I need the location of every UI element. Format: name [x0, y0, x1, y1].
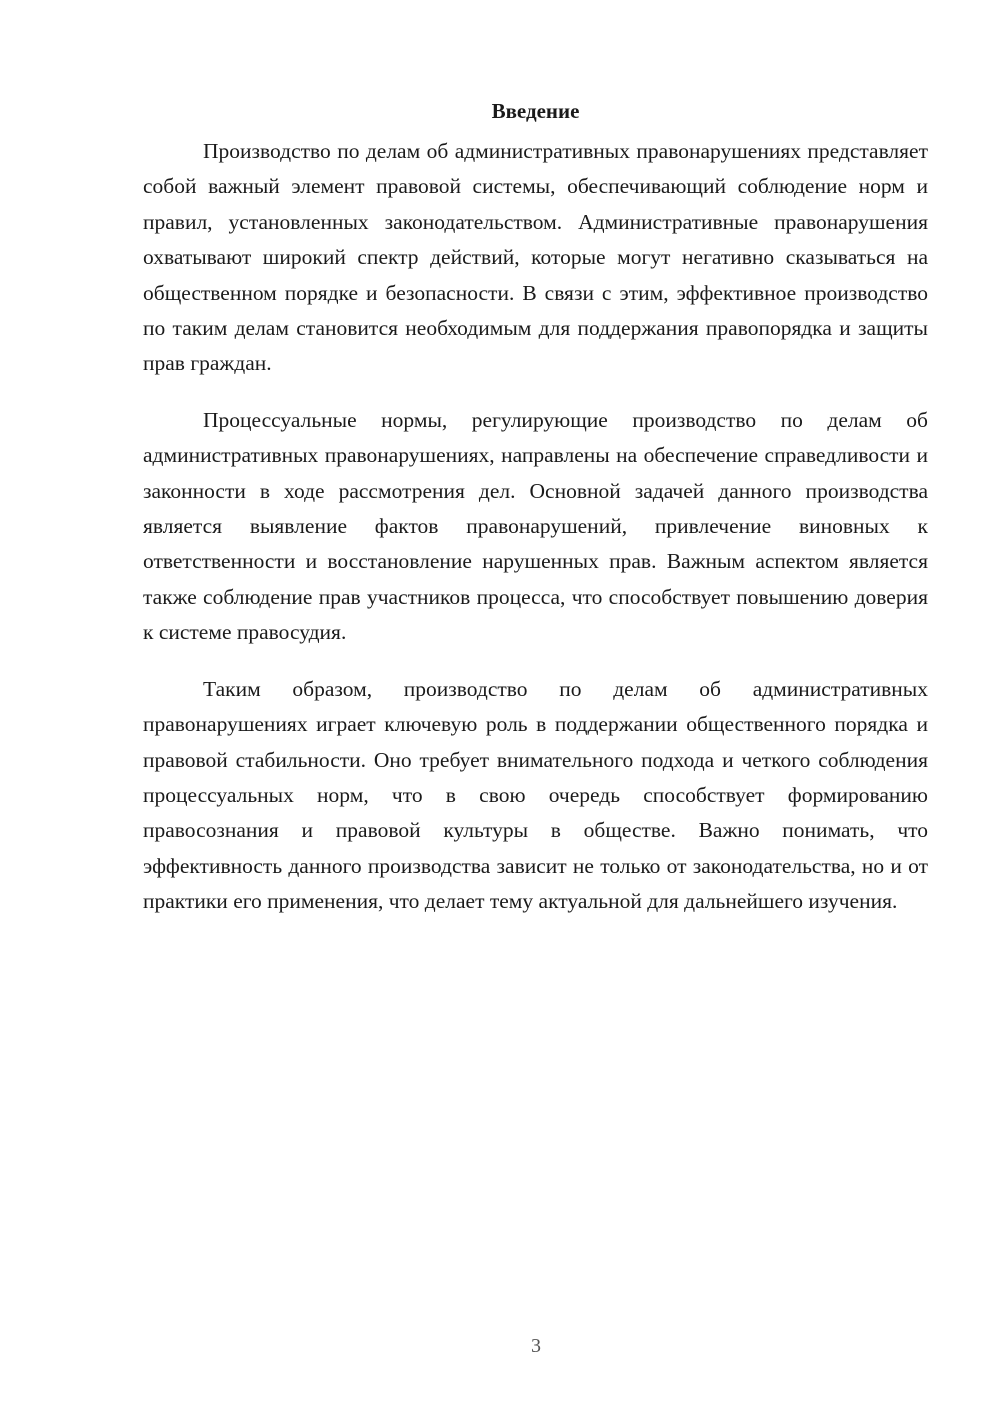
page-number: 3: [531, 1335, 541, 1357]
paragraph-3: Таким образом, производство по делам об административных правонарушениях играет ключевую роль в поддержании общественного порядка и правовой стабильности. Оно требует внимательного подхода и четкого соблюдения процессуальных норм, что в свою очередь способствует формированию правосознания и правовой культуры в обществе. Важно понимать, что эффективность данного производства зависит не только от законодательства, но и от практики его применения, что делает тему актуальной для дальнейшего изучения.: [143, 676, 928, 914]
paragraph-1: Производство по делам об административных правонарушениях представляет собой важный элемент правовой системы, обеспечивающий соблюдение норм и правил, установленных законодательством. Административные правонарушения охватывают широкий спектр действий, которые могут негативно сказываться на общественном порядке и безопасности. В связи с этим, эффективное производство по таким делам становится необходимым для поддержания правопорядка и защиты прав граждан.: [143, 139, 928, 376]
page-content: [143, 96, 928, 941]
paragraph-2: Процессуальные нормы, регулирующие производство по делам об административных правонарушениях, направлены на обеспечение справедливости и законности в ходе рассмотрения дел. Основной задачей данного производства является выявление фактов правонарушений, привлечение виновных к ответственности и восстановление нарушенных прав. Важным аспектом является также соблюдение прав участников процесса, что способствует повышению доверия к системе правосудия.: [143, 407, 928, 645]
section-heading: Введение: [491, 99, 580, 123]
